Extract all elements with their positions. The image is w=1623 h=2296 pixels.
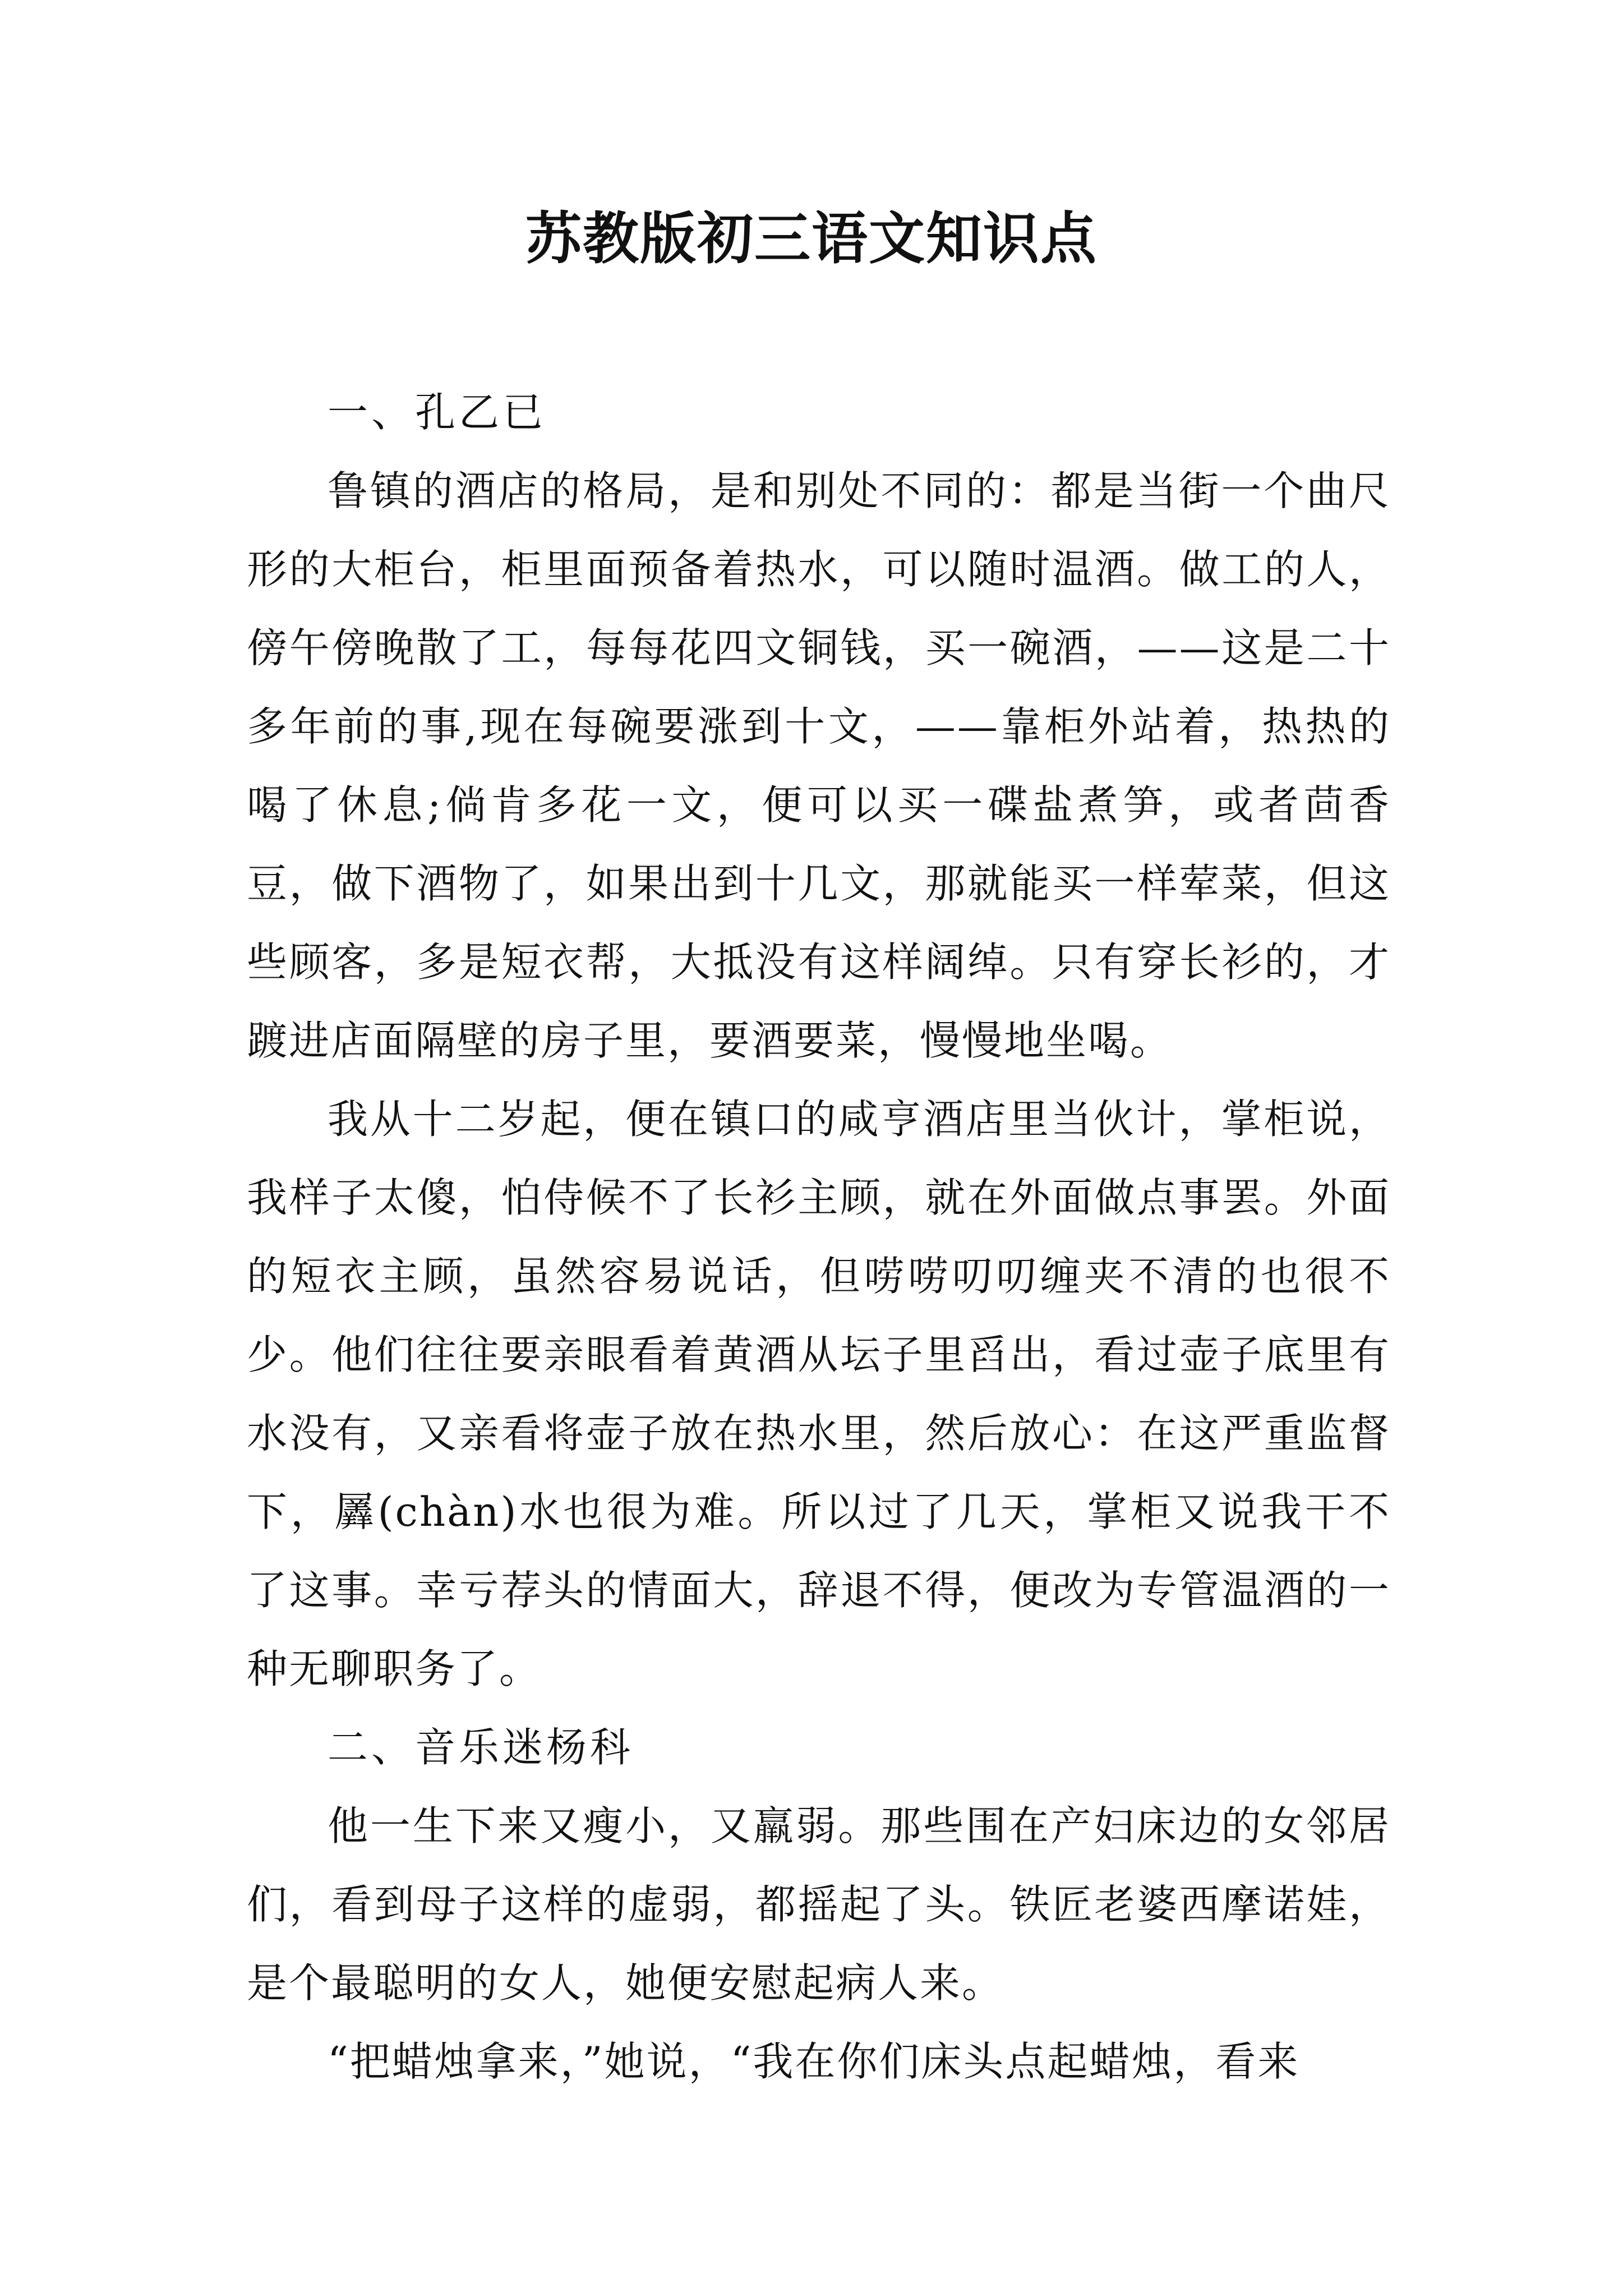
- document-body: [247, 373, 1391, 2101]
- paragraph: 他一生下来又瘦小，又羸弱。那些围在产妇床边的女邻居们，看到母子这样的虚弱，都摇起了头。铁匠老婆西摩诺娃，是个最聪明的女人，她便安慰起病人来。: [247, 1802, 1391, 2007]
- paragraph: 鲁镇的酒店的格局，是和别处不同的：都是当街一个曲尺形的大柜台，柜里面预备着热水，可以随时温酒。做工的人，傍午傍晚散了工，每每花四文铜钱，买一碗酒，——这是二十多年前的事,现在每碗要涨到十文，——靠柜外站着，热热的喝了休息;倘肯多花一文，便可以买一碟盐煮笋，或者茴香豆，做下酒物了，如果出到十几文，那就能买一样荤菜，但这些顾客，多是短衣帮，大抵没有这样阔绰。只有穿长衫的，才踱进店面隔壁的房子里，要酒要菜，慢慢地坐喝。: [247, 467, 1391, 1064]
- paragraph: 我从十二岁起，便在镇口的咸亨酒店里当伙计，掌柜说，我样子太傻，怕侍候不了长衫主顾，就在外面做点事罢。外面的短衣主顾，虽然容易说话，但唠唠叨叨缠夹不清的也很不少。他们往往要亲眼看着黄酒从坛子里舀出，看过壶子底里有水没有，又亲看将壶子放在热水里，然后放心：在这严重监督下，羼(chàn)水也很为难。所以过了几天，掌柜又说我干不了这事。幸亏荐头的情面大，辞退不得，便改为专管温酒的一种无聊职务了。: [247, 1096, 1391, 1692]
- paragraph: “把蜡烛拿来，”她说，“我在你们床头点起蜡烛，看来: [328, 2038, 1300, 2085]
- document-title: 苏教版初三语文知识点: [525, 205, 1098, 272]
- section-heading-music-fan-yanko: 二、音乐迷杨科: [328, 1724, 634, 1771]
- section-heading-kong-yi-ji: 一、孔乙已: [328, 389, 547, 436]
